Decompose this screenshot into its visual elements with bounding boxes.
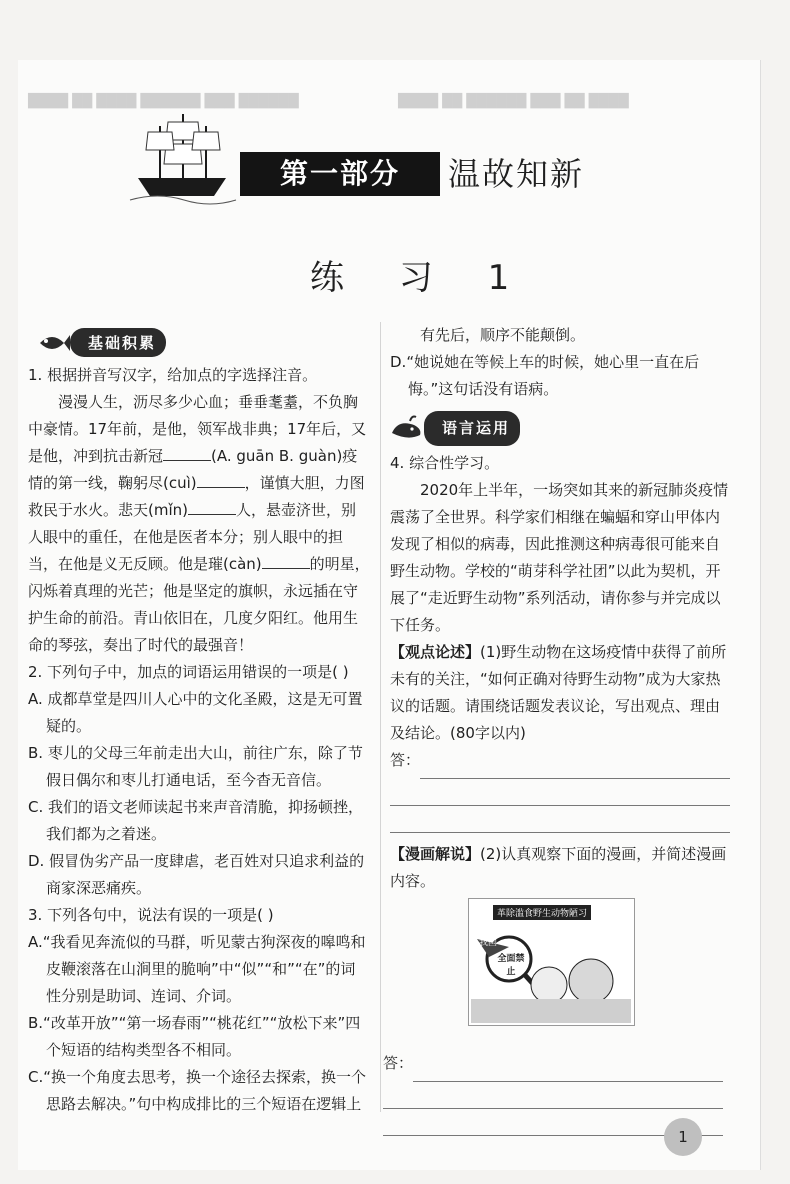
section-label: 语言运用 [424, 411, 520, 446]
answer-label-1: 答： [390, 751, 421, 769]
comic-hand-label: 我国 [479, 938, 498, 948]
section-heading-usage [390, 411, 730, 446]
right-column [390, 322, 730, 895]
question-2-title: 2. 下列句子中，加点的词语运用错误的一项是( ) [28, 663, 349, 681]
viewpoint-tag: 【观点论述】 [390, 643, 481, 661]
question-4-part-1: 【观点论述】(1)野生动物在这场疫情中获得了前所未有的关注，“如何正确对待野生动物”成为大家热议的话题。请围绕话题发表议论，写出观点、理由及结论。(80字以内) [390, 643, 727, 742]
question-3-option-c[interactable]: C.“换一个角度去思考，换一个途径去探索，换一个思路去解决。”句中构成排比的三个短语在逻辑上 [28, 1068, 367, 1113]
bleed-through-text-left: ████ ██ ████ ██████ ███ ██████ [28, 94, 299, 109]
answer-blank[interactable] [163, 444, 211, 461]
answer-blank[interactable] [197, 471, 245, 488]
question-2-option-b[interactable]: B. 枣儿的父母三年前走出大山，前往广东，除了节假日偶尔和枣儿打通电话，至今杳无音信。 [28, 744, 363, 789]
comic-banner: 革除滥食野生动物陋习 [493, 905, 591, 920]
answer-line-4[interactable] [413, 1055, 723, 1082]
question-3-option-d[interactable]: D.“她说她在等候上车的时候，她心里一直在后悔。”这句话没有语病。 [390, 353, 700, 398]
answer-line-2[interactable] [390, 779, 730, 806]
question-3-option-c-continued: 有先后，顺序不能颠倒。 [420, 326, 586, 344]
part-title: 温故知新 [448, 155, 585, 193]
answer-line-5[interactable] [383, 1082, 723, 1109]
column-divider [380, 322, 381, 1112]
comic-tag: 【漫画解说】 [390, 845, 481, 863]
question-1-title: 1. 根据拼音写汉字，给加点的字选择注音。 [28, 366, 318, 384]
question-3-option-a[interactable]: A.“我看见奔流似的马群，听见蒙古狗深夜的嗥鸣和皮鞭滚落在山涧里的脆响”中“似”“和”“在”的词性分别是助词、连词、介词。 [28, 933, 366, 1005]
comic-illustration [468, 898, 635, 1026]
part-banner: 第一部分 [240, 152, 440, 196]
section-label: 基础积累 [70, 328, 166, 357]
whale-icon [390, 415, 424, 443]
comic-sign: 全面禁止 [497, 954, 525, 977]
answer-blank[interactable] [262, 552, 310, 569]
exercise-title: 练 习 1 [310, 258, 532, 298]
answer-blank[interactable] [188, 498, 236, 515]
question-2-option-d[interactable]: D. 假冒伪劣产品一度肆虐，老百姓对只追求利益的商家深恶痛疾。 [28, 852, 365, 897]
answer-label-2: 答： [383, 1054, 414, 1072]
question-3-option-b[interactable]: B.“改革开放”“第一场春雨”“桃花红”“放松下来”四个短语的结构类型各不相同。 [28, 1014, 361, 1059]
question-4-part-2: 【漫画解说】(2)认真观察下面的漫画，并简述漫画内容。 [390, 845, 727, 890]
question-1-passage: 漫漫人生，沥尽多少心血；垂垂耄耋，不负胸中豪情。17年前，是他，领军战非典；17年后，又是他，冲到抗击新冠 (A. guān B. guàn)疫情的第一线，鞠躬尽(cuì) ，谨慎大胆，力图救民于水火。悲天(mǐn) 人，悬壶济世，别人眼中的重任，在他是医者本分；别人眼中的担当，在他是义无反顾。他是璀(càn) 的明星，闪烁着真理的光芒；他是坚定的旗帜，永远插在守护生命的前沿。青山依旧在，几度夕阳红。他用生命的琴弦，奏出了时代的最强音！ [28, 393, 370, 654]
bleed-through-text-right: ████ ██ ██████ ███ ██ ████ [398, 94, 629, 109]
question-2-option-c[interactable]: C. 我们的语文老师读起书来声音清脆，抑扬顿挫，我们都为之着迷。 [28, 798, 364, 843]
page-number: 1 [664, 1118, 702, 1156]
question-4-intro: 2020年上半年，一场突如其来的新冠肺炎疫情震荡了全世界。科学家们相继在蝙蝠和穿山甲体内发现了相似的病毒，因此推测这种病毒很可能来自野生动物。学校的“萌芽科学社团”以此为契机，开展了“走近野生动物”系列活动，请你参与并完成以下任务。 [390, 481, 729, 634]
section-heading-basic [36, 328, 166, 357]
question-4-title: 4. 综合性学习。 [390, 454, 500, 472]
textbook-page [18, 60, 761, 1170]
answer-line-3[interactable] [390, 806, 730, 833]
question-3-title: 3. 下列各句中，说法有误的一项是( ) [28, 906, 274, 924]
sailing-ship-icon [128, 100, 238, 210]
answer-line-1[interactable] [420, 752, 730, 779]
left-column [28, 362, 370, 1118]
question-2-option-a[interactable]: A. 成都草堂是四川人心中的文化圣殿，这是无可置疑的。 [28, 690, 363, 735]
fish-icon [36, 329, 70, 357]
